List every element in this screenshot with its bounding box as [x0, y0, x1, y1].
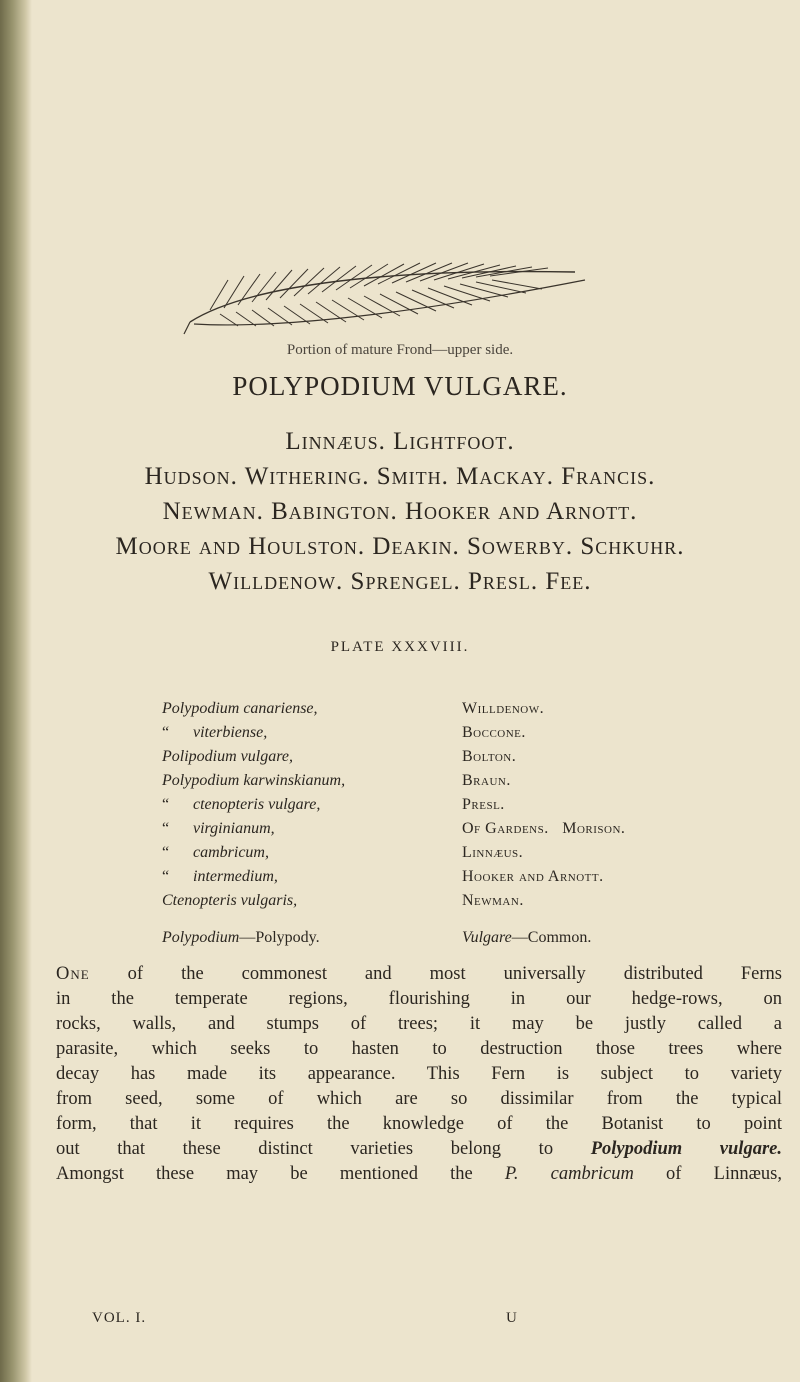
synonym-name: Ctenopteris vulgaris, — [162, 892, 298, 909]
body-line: decay has made its appearance. This Fern is subject to variety — [56, 1064, 782, 1084]
synonym-authority: Willdenow. — [462, 700, 545, 717]
synonym-authority: Boccone. — [462, 724, 526, 741]
synonym-row — [162, 796, 782, 820]
synonym-name: Polypodium karwinskianum, — [162, 772, 346, 789]
synonym-name: “ intermedium, — [162, 868, 278, 885]
synonym-row — [162, 724, 782, 748]
body-line: form, that it requires the knowledge of the Botanist to point — [56, 1114, 782, 1134]
body-line: out that these distinct varieties belong to Polypodium vulgare. — [56, 1139, 782, 1159]
authority-line-5: Willdenow. Sprengel. Presl. Fee. — [208, 568, 592, 595]
authority-line-4: Moore and Houlston. Deakin. Sowerby. Schkuhr. — [115, 533, 685, 560]
body-paragraph — [56, 962, 782, 1187]
page-title: POLYPODIUM VULGARE. — [232, 371, 568, 401]
plate-number: PLATE XXXVIII. — [330, 639, 470, 655]
synonym-authority: Of Gardens. Morison. — [462, 820, 626, 837]
synonym-row — [162, 700, 782, 724]
synonym-row — [162, 772, 782, 796]
synonym-row — [162, 748, 782, 772]
body-line: Amongst these may be mentioned the P. cambricum of Linnæus, — [56, 1164, 782, 1184]
synonym-authority: Presl. — [462, 796, 505, 813]
body-line: One of the commonest and most universally distributed Ferns — [56, 964, 782, 984]
synonym-row — [162, 820, 782, 844]
synonym-authority: Hooker and Arnott. — [462, 868, 604, 885]
frond-illustration — [180, 250, 600, 335]
opening-word: One — [56, 964, 90, 984]
figure-caption: Portion of mature Frond—upper side. — [286, 342, 514, 358]
synonym-authority: Bolton. — [462, 748, 517, 765]
body-line: rocks, walls, and stumps of trees; it may be justly called a — [56, 1014, 782, 1034]
signature-mark: U — [506, 1310, 518, 1326]
synonym-authority: Linnæus. — [462, 844, 524, 861]
authority-line-1: Linnæus. Lightfoot. — [285, 428, 515, 455]
body-line: in the temperate regions, flourishing in our hedge-rows, on — [56, 989, 782, 1009]
genus-etymology: Polypodium—Polypody. — [162, 929, 320, 946]
species-etymology: Vulgare—Common. — [462, 929, 592, 946]
synonym-name: “ ctenopteris vulgare, — [162, 796, 321, 813]
body-line: from seed, some of which are so dissimilar from the typical — [56, 1089, 782, 1109]
synonym-row — [162, 868, 782, 892]
synonym-name: Polipodium vulgare, — [162, 748, 293, 765]
synonym-name: “ viterbiense, — [162, 724, 268, 741]
synonym-name: Polypodium canariense, — [162, 700, 318, 717]
synonym-row — [162, 892, 782, 916]
synonym-name: “ cambricum, — [162, 844, 269, 861]
synonym-row — [162, 844, 782, 868]
volume-number: VOL. I. — [92, 1310, 147, 1326]
authority-line-2: Hudson. Withering. Smith. Mackay. Francis. — [144, 463, 656, 490]
synonym-authority: Newman. — [462, 892, 524, 909]
synonym-authority: Braun. — [462, 772, 511, 789]
synonym-name: “ virginianum, — [162, 820, 275, 837]
authority-line-3: Newman. Babington. Hooker and Arnott. — [162, 498, 638, 525]
body-line: parasite, which seeks to hasten to destruction those trees where — [56, 1039, 782, 1059]
